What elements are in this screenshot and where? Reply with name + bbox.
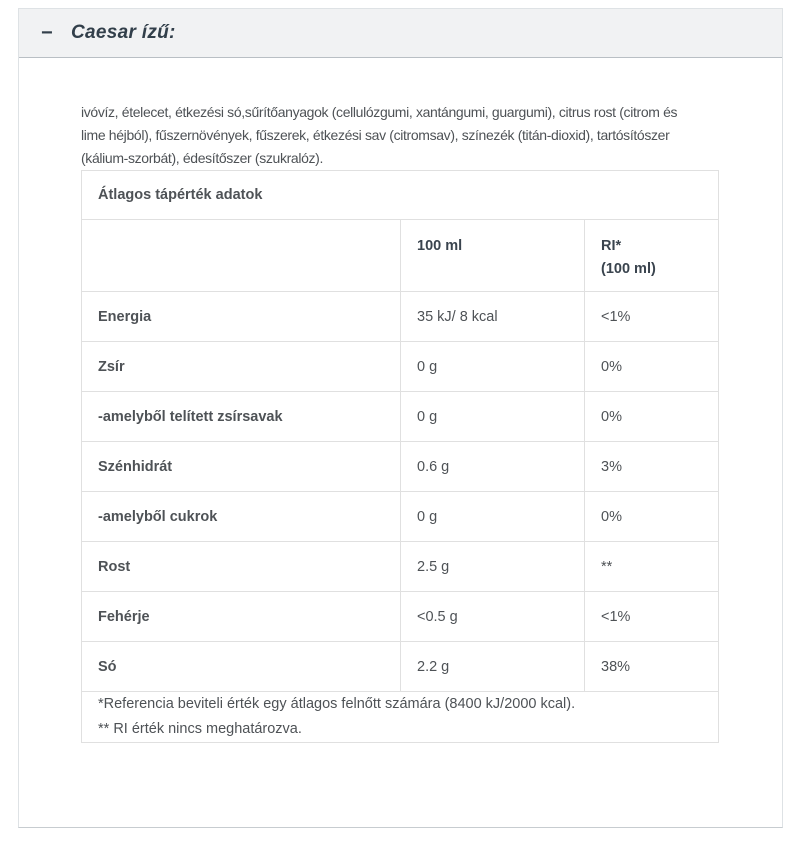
nutrient-amount: 35 kJ/ 8 kcal	[401, 292, 585, 342]
nutrient-label: Fehérje	[82, 592, 401, 642]
table-row	[82, 592, 719, 642]
table-row	[82, 542, 719, 592]
table-footnote-row	[82, 692, 719, 743]
accordion-title: Caesar ízű:	[71, 22, 176, 43]
nutrition-table	[81, 170, 719, 743]
nutrient-ri: 0%	[585, 392, 719, 442]
nutrient-label: -amelyből cukrok	[82, 492, 401, 542]
footnote-cell	[82, 692, 719, 743]
nutrient-label: Só	[82, 642, 401, 692]
nutrient-amount: 0 g	[401, 392, 585, 442]
nutrient-amount: 0 g	[401, 342, 585, 392]
accordion-header-caesar[interactable]	[19, 9, 782, 58]
table-row	[82, 642, 719, 692]
nutrient-label: Zsír	[82, 342, 401, 392]
nutrient-amount: 0 g	[401, 492, 585, 542]
table-header-row	[82, 220, 719, 292]
nutrient-ri: 0%	[585, 342, 719, 392]
collapse-minus-icon: −	[41, 22, 53, 44]
table-title: Átlagos tápérték adatok	[82, 171, 719, 220]
nutrient-label: -amelyből telített zsírsavak	[82, 392, 401, 442]
flavor-accordion-panel	[18, 8, 783, 828]
table-title-row	[82, 171, 719, 220]
nutrient-amount: 0.6 g	[401, 442, 585, 492]
ingredients-line: (kálium-szorbát), édesítőszer (szukralóz).	[81, 150, 324, 166]
nutrient-ri: 38%	[585, 642, 719, 692]
footnote-reference: *Referencia beviteli érték egy átlagos felnőtt számára (8400 kJ/2000 kcal).	[98, 696, 576, 712]
nutrient-ri: **	[585, 542, 719, 592]
table-row	[82, 292, 719, 342]
header-ri-line1: RI*	[601, 238, 622, 254]
table-row	[82, 492, 719, 542]
nutrient-label: Energia	[82, 292, 401, 342]
nutrient-label: Rost	[82, 542, 401, 592]
table-row	[82, 442, 719, 492]
nutrient-label: Szénhidrát	[82, 442, 401, 492]
ingredients-text	[81, 101, 722, 170]
header-empty-cell	[82, 220, 401, 292]
nutrient-amount: <0.5 g	[401, 592, 585, 642]
nutrient-amount: 2.5 g	[401, 542, 585, 592]
accordion-body	[19, 58, 782, 743]
nutrient-amount: 2.2 g	[401, 642, 585, 692]
ingredients-line: ivóvíz, ételecet, étkezési só,sűrítőanyagok (cellulózgumi, xantángumi, guargumi), citrus rost (citrom és	[81, 104, 678, 120]
nutrient-ri: <1%	[585, 292, 719, 342]
nutrient-ri: 0%	[585, 492, 719, 542]
header-ri-cell	[585, 220, 719, 292]
ingredients-line: lime héjból), fűszernövények, fűszerek, étkezési sav (citromsav), színezék (titán-dioxid), tartósítószer	[81, 127, 670, 143]
header-ri-line2: (100 ml)	[601, 261, 656, 277]
nutrient-ri: 3%	[585, 442, 719, 492]
header-amount-cell: 100 ml	[401, 220, 585, 292]
table-row	[82, 342, 719, 392]
table-row	[82, 392, 719, 442]
footnote-ri-undefined: ** RI érték nincs meghatározva.	[98, 721, 302, 737]
nutrient-ri: <1%	[585, 592, 719, 642]
